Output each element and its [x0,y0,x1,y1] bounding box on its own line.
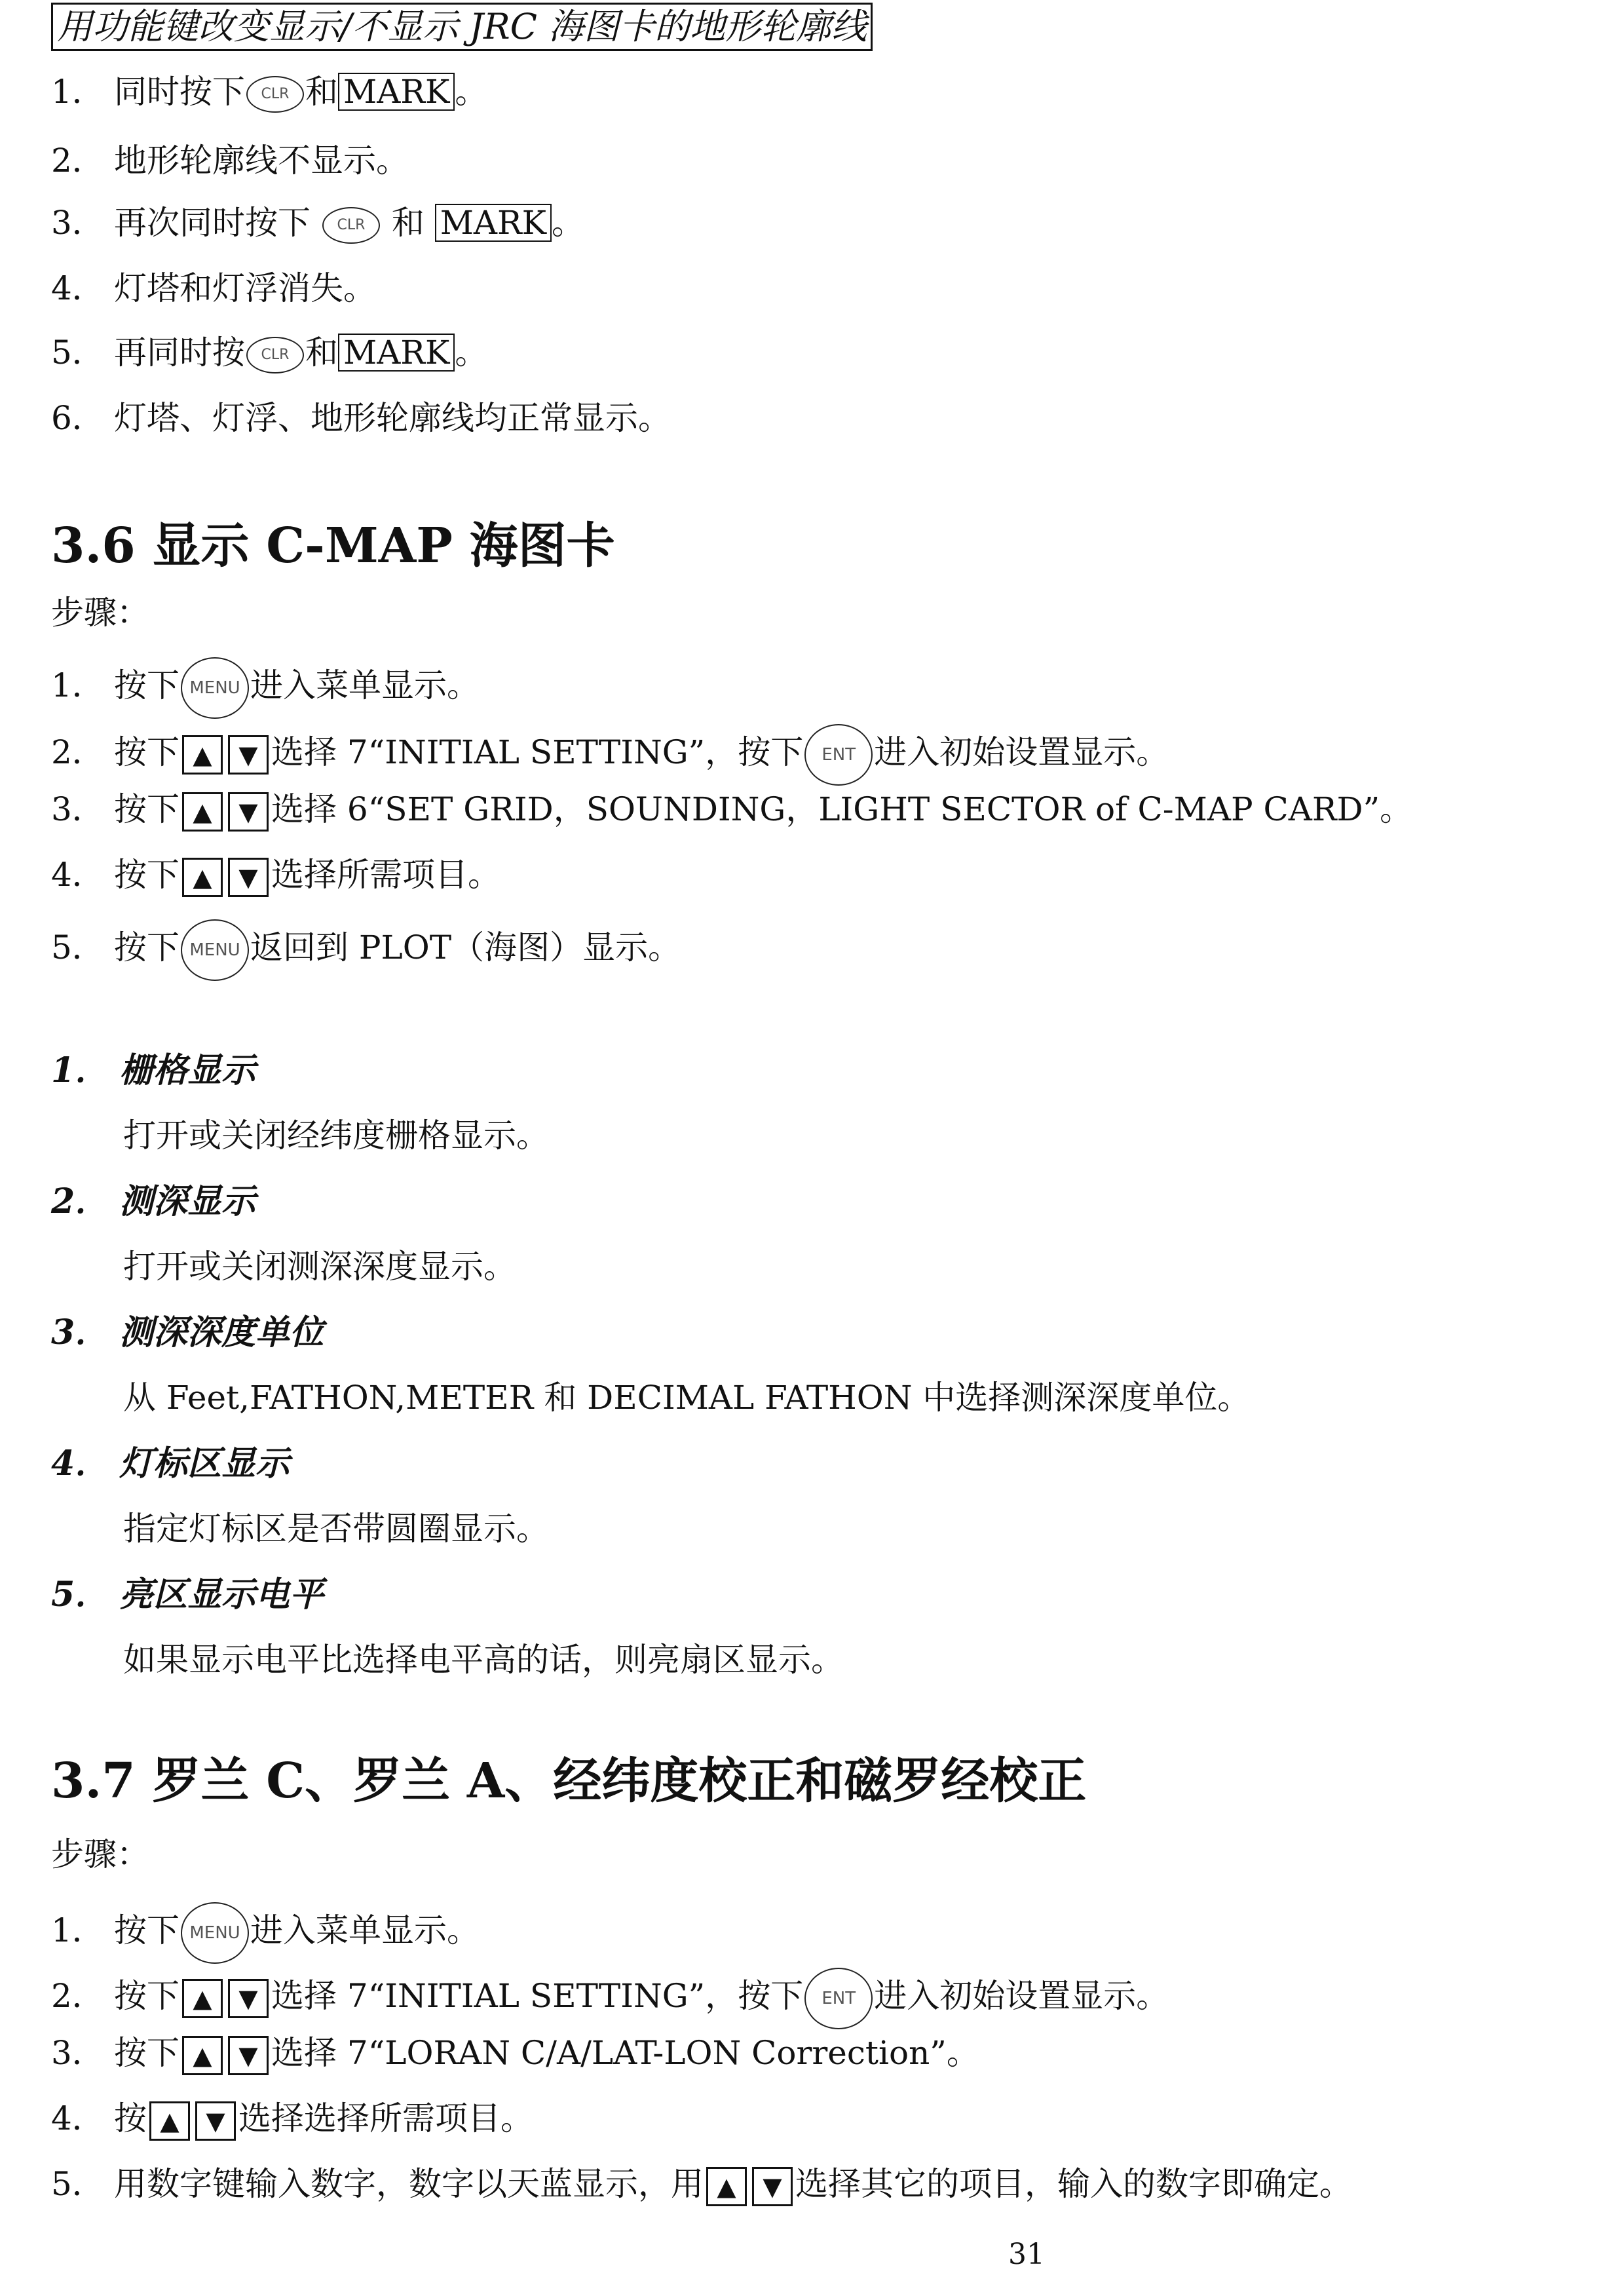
step-text: 再次同时按下 [114,204,311,242]
section-3-6-heading: 3.6 显示 C-MAP 海图卡 [51,518,615,574]
step-number: 5． [51,334,105,372]
loran-step-3 [51,2033,979,2075]
option-number: 3． [51,1312,109,1352]
step-text: 按下 [114,928,179,966]
step-text: 同时按下 [114,73,245,111]
down-arrow-key-icon: ▼ [228,2036,269,2075]
clr-key-icon: CLR [246,337,304,373]
step-text: 选择 6“SET GRID，SOUNDING，LIGHT SECTOR of C-MAP CARD”。 [271,790,1413,828]
ent-key-icon: ENT [804,724,873,786]
step-text: 和 [305,334,338,372]
step-text: 按下 [114,1977,179,2015]
option-title: 灯标区显示 [119,1444,290,1483]
loran-step-5 [51,2164,1352,2206]
step-text: 再同时按 [114,334,245,372]
option-description: 如果显示电平比选择电平高的话，则亮扇区显示。 [123,1641,844,1679]
option-description: 打开或关闭测深深度显示。 [123,1248,516,1286]
up-arrow-key-icon: ▲ [149,2101,190,2141]
step-text: 按下 [114,733,179,771]
steps-label: 步骤： [51,1835,149,1873]
step-text: 。 [455,73,488,111]
step-number: 4． [51,2099,105,2137]
option-description: 从 Feet,FATHON,METER 和 DECIMAL FATHON 中选择测深深度单位。 [123,1379,1251,1417]
option-title: 栅格显示 [119,1050,256,1090]
option-title: 测深显示 [119,1181,256,1221]
cmap-step-4 [51,855,500,897]
cmap-step-5 [51,919,681,981]
option-number: 2． [51,1181,109,1221]
option-number: 1． [51,1050,109,1090]
step-number: 4． [51,856,105,894]
up-arrow-key-icon: ▲ [182,735,223,775]
option-description: 指定灯标区是否带圆圈显示。 [123,1510,549,1548]
step-text: 灯塔和灯浮消失。 [114,269,376,307]
step-number: 5． [51,928,105,966]
up-arrow-key-icon: ▲ [706,2167,747,2206]
step-text: 用数字键输入数字，数字以天蓝显示，用 [114,2165,704,2203]
step-text: 选择 7“INITIAL SETTING”，按下 [271,733,804,771]
mark-key: MARK [338,73,455,111]
jrc-step-4 [51,269,376,308]
page-title: 用功能键改变显示/不显示 JRC 海图卡的地形轮廓线 [51,3,873,51]
step-number: 3． [51,790,105,828]
step-text: 和 [391,204,425,242]
step-text: 进入初始设置显示。 [874,733,1169,771]
menu-key-icon: MENU [181,1902,249,1964]
option-grid-display [51,1050,255,1091]
step-text: 灯塔、灯浮、地形轮廓线均正常显示。 [114,399,671,437]
clr-key-icon: CLR [322,207,380,244]
step-text: 按 [114,2099,147,2137]
down-arrow-key-icon: ▼ [752,2167,793,2206]
step-number: 1． [51,1911,105,1949]
steps-label: 步骤： [51,594,149,632]
step-text: 选择 7“INITIAL SETTING”，按下 [271,1977,804,2015]
step-text: 选择 7“LORAN C/A/LAT-LON Correction”。 [271,2034,979,2072]
step-number: 5． [51,2165,105,2203]
step-text: 选择所需项目。 [271,856,500,894]
section-3-7-heading: 3.7 罗兰 C、罗兰 A、经纬度校正和磁罗经校正 [51,1753,1087,1809]
down-arrow-key-icon: ▼ [228,792,269,832]
down-arrow-key-icon: ▼ [228,735,269,775]
option-title: 测深深度单位 [119,1312,324,1352]
option-description: 打开或关闭经纬度栅格显示。 [123,1117,549,1155]
step-text: 按下 [114,2034,179,2072]
up-arrow-key-icon: ▲ [182,792,223,832]
step-text: 按下 [114,856,179,894]
step-text: 返回到 PLOT（海图）显示。 [250,928,681,966]
step-number: 2． [51,142,105,180]
step-number: 3． [51,204,105,242]
up-arrow-key-icon: ▲ [182,2036,223,2075]
option-depth-unit [51,1312,324,1353]
cmap-step-1 [51,657,480,719]
jrc-step-2 [51,141,409,180]
option-number: 4． [51,1444,109,1483]
loran-step-2 [51,1968,1169,2029]
step-number: 6． [51,399,105,437]
cmap-step-3 [51,790,1412,832]
loran-step-4 [51,2099,533,2141]
mark-key: MARK [338,334,455,372]
page-number: 31 [1008,2238,1045,2271]
step-text: 。 [552,204,585,242]
option-number: 5． [51,1575,109,1615]
down-arrow-key-icon: ▼ [195,2101,236,2141]
up-arrow-key-icon: ▲ [182,1979,223,2018]
step-number: 1． [51,73,105,111]
step-text: 选择其它的项目，输入的数字即确定。 [795,2165,1352,2203]
jrc-step-3 [51,203,584,244]
clr-key-icon: CLR [246,76,304,113]
step-number: 2． [51,733,105,771]
step-text: 选择选择所需项目。 [238,2099,533,2137]
step-text: 地形轮廓线不显示。 [114,142,409,180]
mark-key: MARK [435,204,552,242]
step-text: 按下 [114,1911,179,1949]
menu-key-icon: MENU [181,657,249,719]
up-arrow-key-icon: ▲ [182,858,223,897]
cmap-step-2 [51,724,1169,786]
jrc-step-5 [51,333,487,373]
down-arrow-key-icon: ▼ [228,1979,269,2018]
step-text: 按下 [114,790,179,828]
step-text: 进入初始设置显示。 [874,1977,1169,2015]
down-arrow-key-icon: ▼ [228,858,269,897]
ent-key-icon: ENT [804,1968,873,2029]
option-bright-level [51,1575,324,1615]
option-sounding-display [51,1181,255,1222]
step-number: 1． [51,666,105,704]
step-number: 4． [51,269,105,307]
loran-step-1 [51,1902,480,1964]
step-number: 2． [51,1977,105,2015]
step-text: 。 [455,334,488,372]
step-text: 进入菜单显示。 [250,666,480,704]
step-text: 进入菜单显示。 [250,1911,480,1949]
option-title: 亮区显示电平 [119,1575,324,1615]
jrc-step-1 [51,72,487,113]
jrc-step-6 [51,398,671,438]
menu-key-icon: MENU [181,919,249,981]
step-number: 3． [51,2034,105,2072]
step-text: 和 [305,73,338,111]
option-light-sector [51,1444,290,1484]
step-text: 按下 [114,666,179,704]
